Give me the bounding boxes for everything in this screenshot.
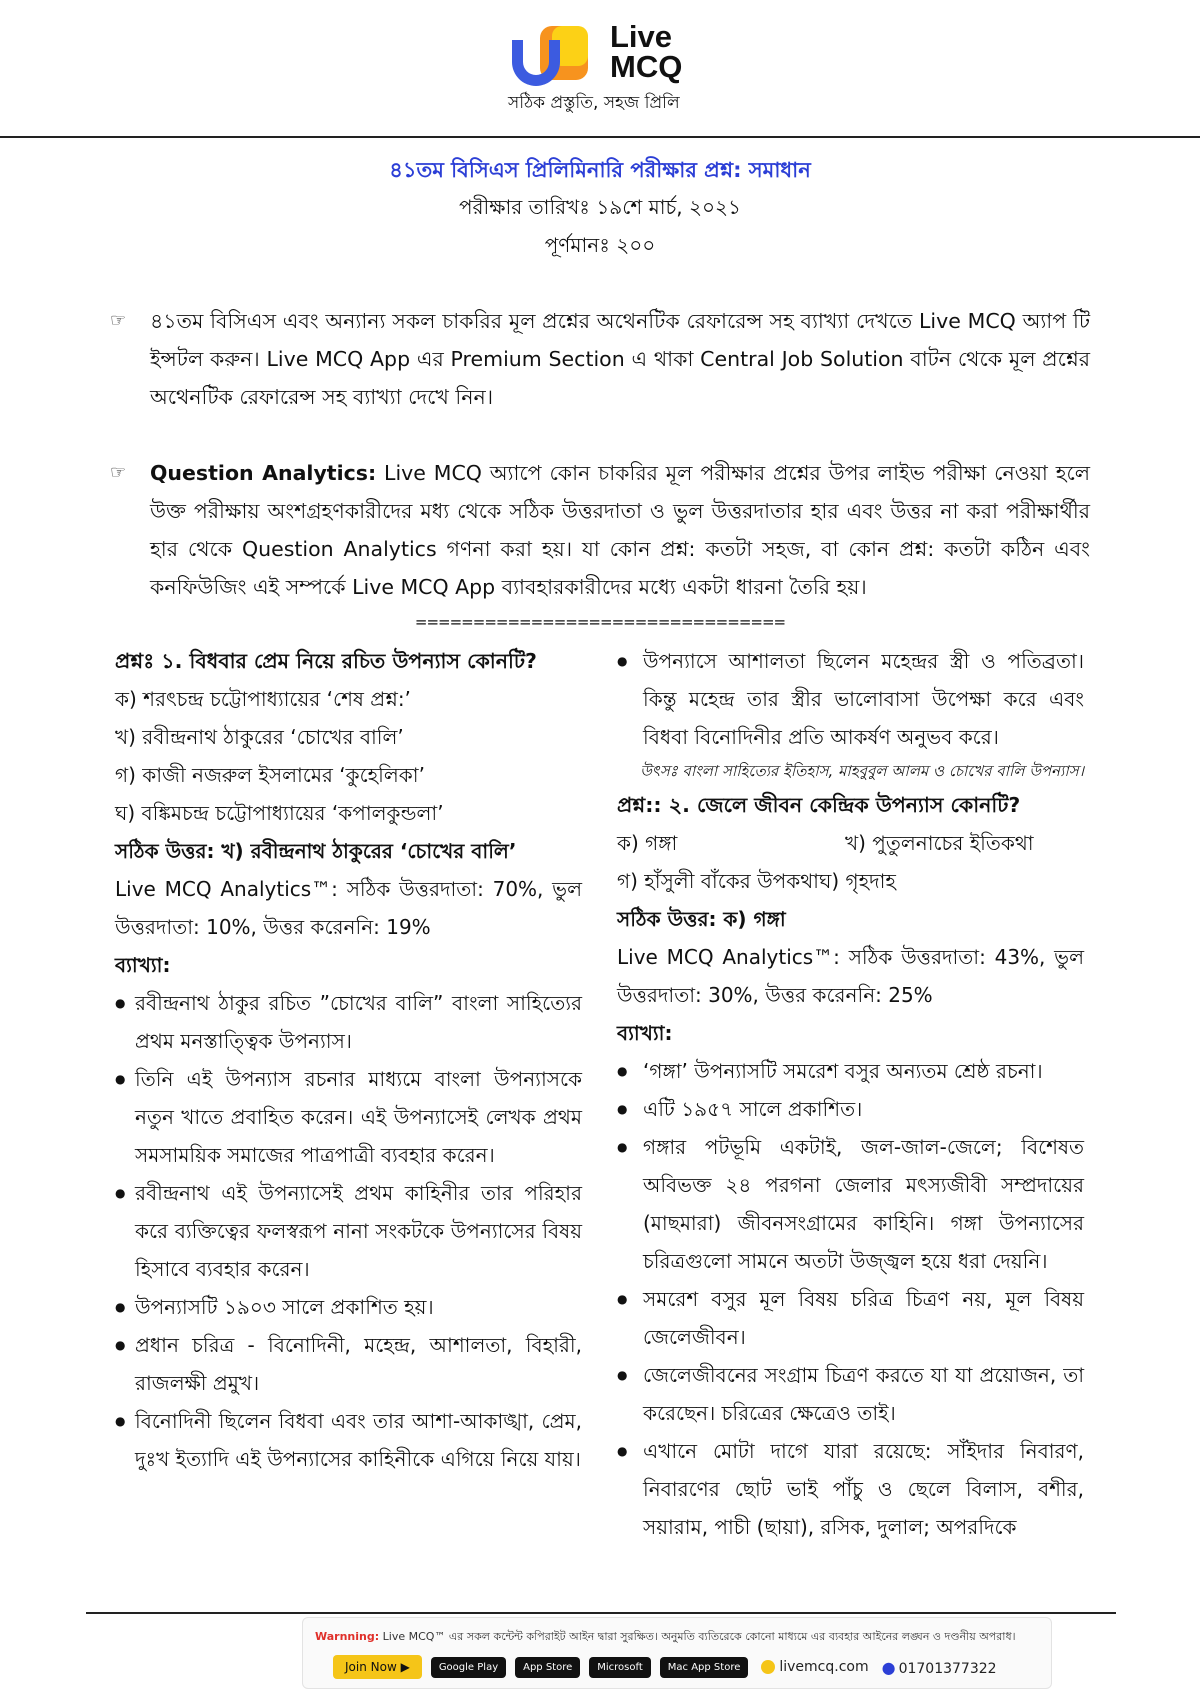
q2-option-c: গ) হাঁসুলী বাঁকের উপকথা	[617, 869, 819, 893]
list-item: ● উপন্যাসটি ১৯০৩ সালে প্রকাশিত হয়।	[115, 1288, 582, 1326]
logo-text: Live MCQ	[610, 19, 683, 84]
website-link[interactable]: livemcq.com	[761, 1659, 868, 1675]
list-item: ● সমরেশ বসুর মূল বিষয় চরিত্র চিত্রণ নয়, মূল বিষয় জেলেজীবন।	[617, 1280, 1084, 1356]
section-divider: ================================	[414, 613, 786, 631]
footer-links	[333, 1655, 997, 1679]
q1-analytics: Live MCQ Analytics™: সঠিক উত্তরদাতা: 70%, ভুল উত্তরদাতা: 10%, উত্তর করেননি: 19%	[115, 877, 582, 939]
warning-text: Live MCQ™ এর সকল কন্টেন্ট কপিরাইট আইন দ্বারা সুরক্ষিত। অনুমতি ব্যতিরেকে কোনো মাধ্যমে এর ব্যবহার আইনের লঙ্ঘন ও দণ্ডনীয় অপরাধ।	[379, 1630, 1016, 1643]
list-item: ● গঙ্গার পটভূমি একটাই, জল-জাল-জেলে; বিশেষত অবিভক্ত ২৪ পরগনা জেলার মৎস্যজীবী সম্প্রদায়ের (মাছমারা) জীবনসংগ্রামের কাহিনি। গঙ্গা উপন্যাসের চরিত্রগুলো সামনে অতটা উজ্জ্বল হয়ে ধরা দেয়নি।	[617, 1128, 1084, 1280]
copyright-warning	[315, 1628, 1016, 1647]
left-column	[115, 642, 582, 1478]
title-block	[0, 152, 1200, 264]
q2-correct-answer: সঠিক উত্তর: ক) গঙ্গা	[617, 907, 786, 931]
q2-explanation-list	[617, 1052, 1084, 1546]
q1-option-c: গ) কাজী নজরুল ইসলামের ‘কুহেলিকা’	[115, 763, 425, 787]
note-text: ৪১তম বিসিএস এবং অন্যান্য সকল চাকরির মূল প্রশ্নের অথেনটিক রেফারেন্স সহ ব্যাখ্যা দেখতে Live MCQ অ্যাপ টি ইন্সটল করুন। Live MCQ App এর Premium Section এ থাকা Central Job Solution বাটন থেকে মূল প্রশ্নের অথেনটিক রেফারেন্স সহ ব্যাখ্যা দেখে নিন।	[150, 309, 1090, 409]
q2-options-row-1	[617, 824, 1084, 862]
page-header	[0, 0, 1200, 138]
mac-app-store-badge[interactable]: Mac App Store	[660, 1657, 749, 1678]
list-item: ● তিনি এই উপন্যাস রচনার মাধ্যমে বাংলা উপন্যাসকে নতুন খাতে প্রবাহিত করেন। এই উপন্যাসেই লেখক প্রথম সমসাময়িক সমাজের পাত্রপাত্রী ব্যবহার করেন।	[115, 1060, 582, 1174]
live-mcq-logo	[508, 19, 702, 115]
exam-date: পরীক্ষার তারিখঃ ১৯শে মার্চ, ২০২১	[458, 195, 741, 219]
note-label: Question Analytics:	[150, 461, 377, 485]
note-text	[150, 454, 1090, 606]
list-item: ● এখানে মোটা দাগে যারা রয়েছে: সাঁইদার নিবারণ, নিবারণের ছোট ভাই পাঁচু ও ছেলে বিলাস, বশীর, সয়ারাম, পাচী (ছায়া), রসিক, দুলাল; অপরদিকে	[617, 1432, 1084, 1546]
list-item: ● রবীন্দ্রনাথ ঠাকুর রচিত ”চোখের বালি” বাংলা সাহিত্যের প্রথম মনস্তাত্ত্বিক উপন্যাস।	[115, 984, 582, 1060]
full-marks: পূর্ণমানঃ ২০০	[544, 233, 656, 257]
question-1: প্রশ্নঃ ১. বিধবার প্রেম নিয়ে রচিত উপন্যাস কোনটি?	[115, 649, 537, 673]
note-app-install	[110, 302, 1090, 416]
list-item: ● বিনোদিনী ছিলেন বিধবা এবং তার আশা-আকাঙ্খা, প্রেম, দুঃখ ইত্যাদি এই উপন্যাসের কাহিনীকে এগিয়ে নিয়ে যায়।	[115, 1402, 582, 1478]
q1-explanation-list	[115, 984, 582, 1478]
list-item: ● প্রধান চরিত্র - বিনোদিনী, মহেন্দ্র, আশালতা, বিহারী, রাজলক্ষী প্রমুখ।	[115, 1326, 582, 1402]
q1-option-b: খ) রবীন্দ্রনাথ ঠাকুরের ‘চোখের বালি’	[115, 725, 404, 749]
q2-explanation-label: ব্যাখ্যা:	[617, 1021, 673, 1045]
q2-option-a: ক) গঙ্গা	[617, 831, 678, 855]
person-icon: ●	[881, 1657, 896, 1677]
list-item: ● এটি ১৯৫৭ সালে প্রকাশিত।	[617, 1090, 1084, 1128]
footer-rule	[86, 1612, 1116, 1614]
question-2: প্রশ্ন:: ২. জেলে জীবন কেন্দ্রিক উপন্যাস কোনটি?	[617, 793, 1021, 817]
q1-explanation-label: ব্যাখ্যা:	[115, 953, 171, 977]
app-store-badge[interactable]: App Store	[515, 1657, 580, 1678]
pointing-hand-icon: ☞	[110, 310, 127, 331]
header-rule	[0, 136, 1200, 138]
q1-source: উৎসঃ বাংলা সাহিত্যের ইতিহাস, মাহবুবুল আলম ও চোখের বালি উপন্যাস।	[640, 762, 1084, 780]
right-column	[617, 642, 1084, 1546]
phone-contact[interactable]: ● 01701377322	[881, 1657, 997, 1677]
google-play-badge[interactable]: Google Play	[431, 1657, 506, 1678]
q2-option-b: খ) পুতুলনাচের ইতিকথা	[845, 831, 1034, 855]
q1-correct-answer: সঠিক উত্তর: খ) রবীন্দ্রনাথ ঠাকুরের ‘চোখের বালি’	[115, 839, 517, 863]
join-now-button[interactable]: Join Now ▶	[333, 1655, 422, 1679]
q1-option-a: ক) শরৎচন্দ্র চট্টোপাধ্যায়ের ‘শেষ প্রশ্ন:’	[115, 687, 411, 711]
q2-analytics: Live MCQ Analytics™: সঠিক উত্তরদাতা: 43%, ভুল উত্তরদাতা: 30%, উত্তর করেননি: 25%	[617, 945, 1084, 1007]
q2-option-d: ঘ) গৃহদাহ	[819, 869, 896, 893]
logo-tagline: সঠিক প্রস্তুতি, সহজ প্রিলি	[508, 93, 680, 113]
list-item: ● ‘গঙ্গা’ উপন্যাসটি সমরেশ বসুর অন্যতম শ্রেষ্ঠ রচনা।	[617, 1052, 1084, 1090]
q2-options-row-2	[617, 862, 1084, 900]
q1-option-d: ঘ) বঙ্কিমচন্দ্র চট্টোপাধ্যায়ের ‘কপালকুন্ডলা’	[115, 801, 444, 825]
page-title: ৪১তম বিসিএস প্রিলিমিনারি পরীক্ষার প্রশ্ন: সমাধান	[389, 158, 811, 182]
warning-label: Warnning:	[315, 1630, 380, 1643]
q1-explanation-list-continued	[617, 642, 1084, 756]
list-item: ● রবীন্দ্রনাথ এই উপন্যাসেই প্রথম কাহিনীর তার পরিহার করে ব্যক্তিত্বের ফলস্বরূপ নানা সংকটকে উপন্যাসের বিষয় হিসাবে ব্যবহার করেন।	[115, 1174, 582, 1288]
pointing-hand-icon: ☞	[110, 462, 127, 483]
note-body: Live MCQ অ্যাপে কোন চাকরির মূল পরীক্ষার প্রশ্নের উপর লাইভ পরীক্ষা নেওয়া হলে উক্ত পরীক্ষায় অংশগ্রহণকারীদের মধ্য থেকে সঠিক উত্তরদাতা ও ভুল উত্তরদাতার হার এবং উত্তর না করা পরীক্ষার্থীর হার থেকে Question Analytics গণনা করা হয়। যা কোন প্রশ্ন: কতটা সহজ, বা কোন প্রশ্ন: কতটা কঠিন এবং কনফিউজিং এই সম্পর্কে Live MCQ App ব্যাবহারকারীদের মধ্যে একটা ধারনা তৈরি হয়।	[150, 461, 1090, 599]
list-item: ● জেলেজীবনের সংগ্রাম চিত্রণ করতে যা যা প্রয়োজন, তা করেছেন। চরিত্রের ক্ষেত্রেও তাই।	[617, 1356, 1084, 1432]
microsoft-store-badge[interactable]: Microsoft	[589, 1657, 651, 1678]
logo-mark-icon	[512, 26, 598, 88]
note-question-analytics	[110, 454, 1090, 606]
list-item: ● উপন্যাসে আশালতা ছিলেন মহেন্দ্রর স্ত্রী ও পতিব্রতা। কিন্তু মহেন্দ্র তার স্ত্রীর ভালোবাসা উপেক্ষা করে এবং বিধবা বিনোদিনীর প্রতি আকর্ষণ অনুভব করে।	[617, 642, 1084, 756]
globe-icon	[761, 1660, 775, 1674]
page-footer	[302, 1617, 1052, 1689]
